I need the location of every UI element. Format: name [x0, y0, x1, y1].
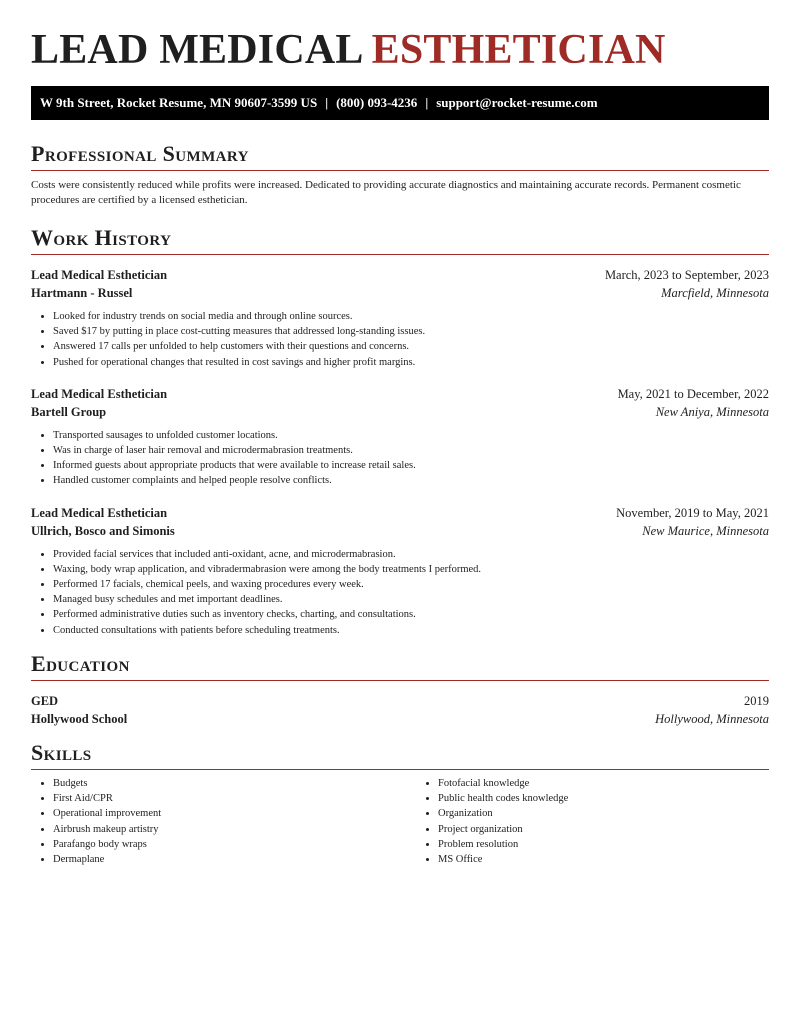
- list-item: • Conducted consultations with patients before scheduling treatments.: [53, 623, 769, 638]
- job-role: Lead Medical Esthetician: [31, 268, 168, 282]
- contact-phone: (800) 093-4236: [336, 95, 418, 110]
- job-entry: [31, 504, 769, 638]
- job-dates: May, 2021 to December, 2022: [617, 386, 769, 401]
- name-first: LEAD MEDICAL: [31, 27, 364, 73]
- list-item: • Pushed for operational changes that resulted in cost savings and higher profit margins.: [53, 355, 769, 370]
- list-item: • Handled customer complaints and helped people resolve conflicts.: [53, 473, 769, 488]
- skill-item: • Airbrush makeup artistry: [53, 822, 416, 837]
- education-location: Hollywood, Minnesota: [655, 712, 769, 726]
- contact-bar: [31, 86, 769, 120]
- job-dates: November, 2019 to May, 2021: [616, 505, 769, 520]
- job-entry: [31, 385, 769, 489]
- job-bullets: [31, 428, 769, 489]
- skill-item: • Operational improvement: [53, 806, 416, 821]
- skill-item: • Parafango body wraps: [53, 837, 416, 852]
- education-title: Education: [31, 651, 769, 681]
- job-bullets: [31, 309, 769, 370]
- contact-address: W 9th Street, Rocket Resume, MN 90607-3599 US: [40, 95, 318, 110]
- name-heading: [31, 24, 666, 76]
- education-degree: GED: [31, 694, 59, 708]
- list-item: • Was in charge of laser hair removal and microdermabrasion treatments.: [53, 443, 769, 458]
- job-location: New Aniya, Minnesota: [655, 404, 769, 419]
- summary-text: Costs were consistently reduced while profits were increased. Dedicated to providing accurate diagnostics and maintaining accurate records. Permanent cosmetic procedures are certified by a licensed esthetician.: [31, 179, 741, 206]
- list-item: • Answered 17 calls per unfolded to help customers with their questions and concerns.: [53, 339, 769, 354]
- list-item: • Waxing, body wrap application, and vibradermabrasion were among the body treatments I performed.: [53, 562, 769, 577]
- list-item: • Saved $17 by putting in place cost-cutting measures that addressed long-standing issues.: [53, 324, 769, 339]
- education-school: Hollywood School: [31, 712, 128, 726]
- job-company: Bartell Group: [31, 404, 107, 419]
- education-year: 2019: [744, 694, 769, 708]
- list-item: • Looked for industry trends on social media and through online sources.: [53, 309, 769, 324]
- list-item: • Performed 17 facials, chemical peels, and waxing procedures every week.: [53, 577, 769, 592]
- skill-item: • Dermaplane: [53, 852, 416, 867]
- education-section: [31, 651, 769, 728]
- contact-email: support@rocket-resume.com: [436, 95, 598, 110]
- skill-item: • Organization: [438, 806, 800, 821]
- contact-separator: |: [325, 95, 329, 110]
- job-location: Marcfield, Minnesota: [661, 286, 769, 300]
- skills-section: [31, 740, 769, 867]
- skill-item: • MS Office: [438, 852, 800, 867]
- work-title: Work History: [31, 225, 769, 255]
- skill-item: • Fotofacial knowledge: [438, 776, 800, 791]
- skills-grid: [31, 776, 769, 867]
- skill-item: • First Aid/CPR: [53, 791, 416, 806]
- job-company: Hartmann - Russel: [31, 286, 133, 300]
- list-item: • Informed guests about appropriate products that were available to increase retail sales.: [53, 458, 769, 473]
- work-section: [31, 225, 769, 638]
- job-role: Lead Medical Esthetician: [31, 505, 168, 520]
- job-role: Lead Medical Esthetician: [31, 386, 168, 401]
- list-item: • Provided facial services that included anti-oxidant, acne, and microdermabrasion.: [53, 547, 769, 562]
- skill-item: • Public health codes knowledge: [438, 791, 800, 806]
- job-location: New Maurice, Minnesota: [642, 523, 769, 538]
- job-dates: March, 2023 to September, 2023: [604, 268, 769, 282]
- skills-title: Skills: [31, 740, 769, 770]
- contact-separator: |: [425, 95, 429, 110]
- list-item: • Transported sausages to unfolded customer locations.: [53, 428, 769, 443]
- job-entry: [31, 266, 769, 370]
- skill-item: • Problem resolution: [438, 837, 800, 852]
- skill-item: • Budgets: [53, 776, 416, 791]
- summary-title: Professional Summary: [31, 141, 769, 171]
- summary-section: [31, 141, 769, 208]
- skill-item: • Project organization: [438, 822, 800, 837]
- name-last: ESTHETICIAN: [371, 27, 666, 73]
- job-bullets: [31, 547, 769, 638]
- education-entry: [31, 692, 769, 728]
- list-item: • Managed busy schedules and met important deadlines.: [53, 592, 769, 607]
- list-item: • Performed administrative duties such as inventory checks, charting, and consultations.: [53, 607, 769, 622]
- skills-list-left: [31, 776, 416, 867]
- job-company: Ullrich, Bosco and Simonis: [31, 523, 175, 538]
- skills-list-right: [416, 776, 800, 867]
